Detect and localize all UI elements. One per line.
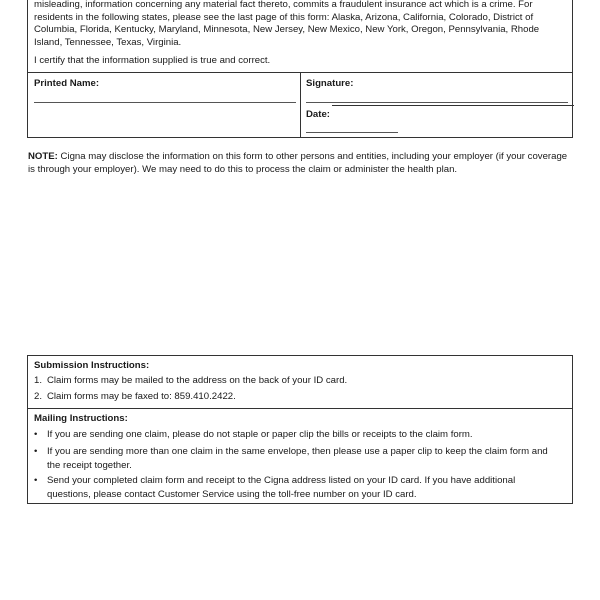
signature-row-divider	[332, 105, 574, 106]
item-text: Claim forms may be faxed to: 859.410.2422.	[47, 391, 236, 402]
mailing-item	[34, 445, 554, 472]
submission-instructions-title: Submission Instructions:	[34, 360, 150, 371]
item-text: Claim forms may be mailed to the address on the back of your ID card.	[47, 375, 348, 386]
printed-name-field[interactable]	[34, 102, 296, 103]
mailing-item	[34, 428, 554, 442]
item-text: Send your completed claim form and receipt to the Cigna address listed on your ID card. If you have additional questions, please contact Customer Service using the toll-free number on your ID card.	[47, 475, 516, 500]
certify-statement: I certify that the information supplied is true and correct.	[34, 55, 271, 66]
item-text: If you are sending more than one claim in the same envelope, then please use a paper clip to keep the claim form and the receipt together.	[47, 446, 548, 471]
signature-field[interactable]	[306, 102, 568, 103]
submission-item	[34, 390, 554, 404]
divider-line	[28, 408, 572, 409]
mailing-instructions-title: Mailing Instructions:	[34, 413, 128, 424]
note-label: NOTE:	[28, 151, 58, 162]
item-text: If you are sending one claim, please do not staple or paper clip the bills or receipts to the claim form.	[47, 429, 473, 440]
mailing-item	[34, 474, 554, 501]
item-number: 1.	[34, 375, 43, 386]
bullet-icon: •	[34, 429, 38, 440]
instructions-section	[27, 355, 573, 504]
certification-section	[27, 0, 573, 138]
date-label: Date:	[306, 109, 330, 120]
column-divider	[300, 73, 301, 137]
submission-item	[34, 374, 554, 388]
bullet-icon: •	[34, 446, 38, 457]
date-field[interactable]	[306, 132, 398, 133]
printed-name-label: Printed Name:	[34, 78, 100, 89]
note-text: Cigna may disclose the information on this form to other persons and entities, including your employer (if your coverage is through your employer). We may need to do this to process the claim or administer the health plan.	[28, 151, 568, 175]
disclosure-note	[28, 150, 573, 176]
bullet-icon: •	[34, 475, 38, 486]
item-number: 2.	[34, 391, 43, 402]
signature-label: Signature:	[306, 78, 354, 89]
fraud-warning-text: misleading, information concerning any material fact thereto, commits a fraudulent insurance act which is a crime. For residents in the following states, please see the last page of this form: Alaska, Arizona, California, Colorado, District of Columbia, Florida, Kentucky, Maryland, Minnesota, New Jersey, New Mexico, New York, Oregon, Pennsylvania, Rhode Island, Tennessee, Texas, Virginia.	[34, 0, 540, 48]
